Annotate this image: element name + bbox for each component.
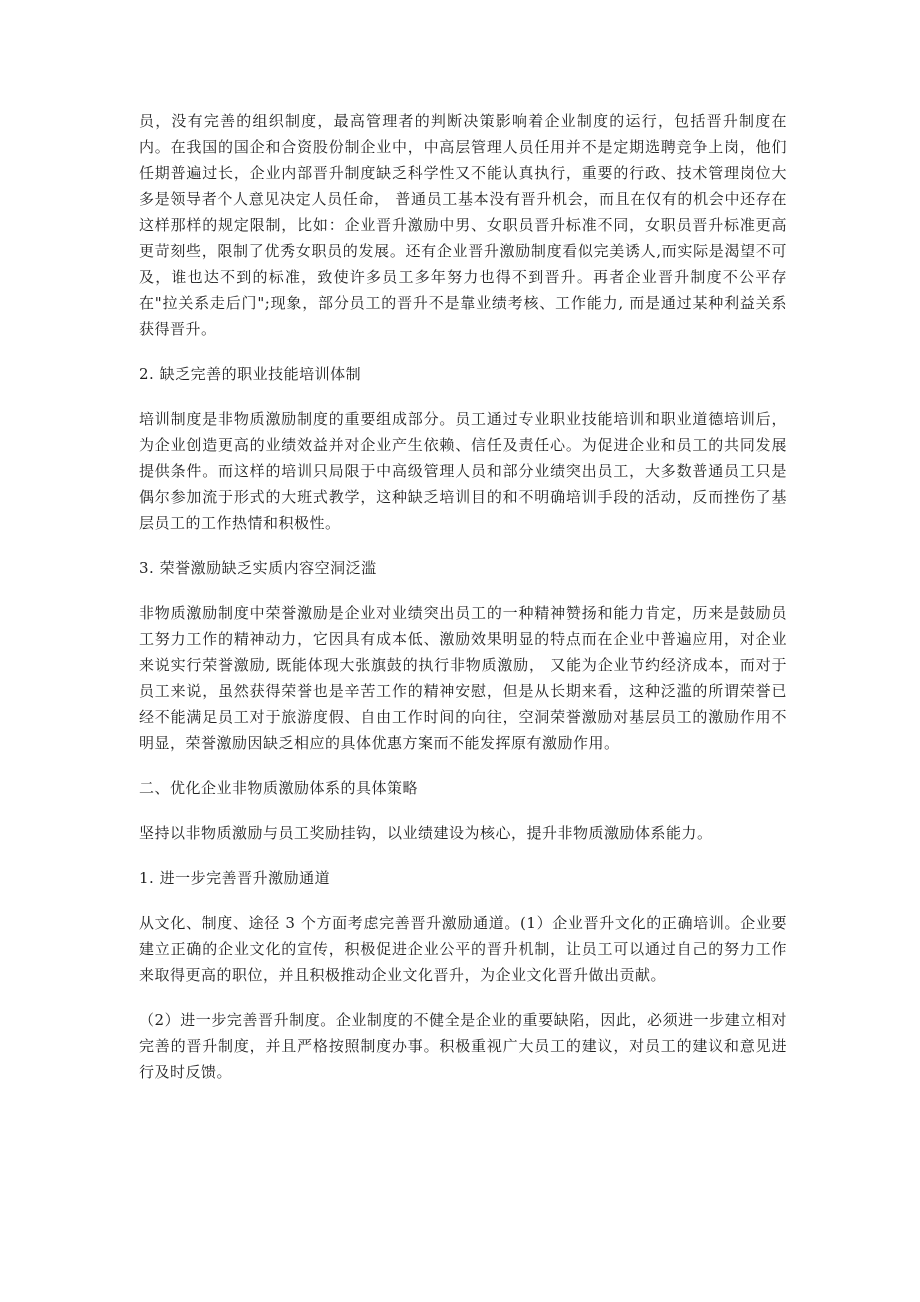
heading-training-system: 2. 缺乏完善的职业技能培训体制 — [139, 365, 362, 383]
paragraph-strategy-summary: 坚持以非物质激励与员工奖励挂钩，以业绩建设为核心，提升非物质激励体系能力。 — [139, 824, 713, 842]
heading-section-two: 二、优化企业非物质激励体系的具体策略 — [139, 779, 419, 797]
document-body — [139, 108, 787, 1104]
paragraph-honor-incentive: 非物质激励制度中荣誉激励是企业对业绩突出员工的一种精神赞扬和能力肯定，历来是鼓励员工努力工作的精神动力，它因具有成本低、激励效果明显的特点而在企业中普遍应用，对企业来说实行荣誉激励, 既能体现大张旗鼓的执行非物质激励， 又能为企业节约经济成本，而对于员工来说，虽然获得荣誉也是辛苦工作的精神安慰，但是从长期来看，这种泛滥的所谓荣誉已经不能满足员工对于旅游度假、自由工作时间的向往，空洞荣誉激励对基层员工的激励作用不明显，荣誉激励因缺乏相应的具体优惠方案而不能发挥原有激励作用。 — [139, 604, 787, 752]
paragraph-promotion-rules: （2）进一步完善晋升制度。企业制度的不健全是企业的重要缺陷，因此，必须进一步建立相对完善的晋升制度，并且严格按照制度办事。积极重视广大员工的建议，对员工的建议和意见进行及时反馈。 — [139, 1011, 787, 1081]
heading-promotion-channel: 1. 进一步完善晋升激励通道 — [139, 869, 331, 887]
paragraph-promotion-culture: 从文化、制度、途径 3 个方面考虑完善晋升激励通道。(1）企业晋升文化的正确培训。企业要建立正确的企业文化的宣传，积极促进企业公平的晋升机制，让员工可以通过自己的努力工作来取得更高的职位，并且积极推动企业文化晋升，为企业文化晋升做出贡献。 — [139, 914, 787, 984]
heading-honor-incentive: 3. 荣誉激励缺乏实质内容空洞泛滥 — [139, 559, 377, 577]
paragraph-promotion-system-issues: 员，没有完善的组织制度，最高管理者的判断决策影响着企业制度的运行，包括晋升制度在内。在我国的国企和合资股份制企业中，中高层管理人员任用并不是定期选聘竞争上岗，他们任期普遍过长，企业内部晋升制度缺乏科学性又不能认真执行，重要的行政、技术管理岗位大多是领导者个人意见决定人员任命， 普通员工基本没有晋升机会，而且在仅有的机会中还存在这样那样的规定限制，比如：企业晋升激励中男、女职员晋升标准不同，女职员晋升标准更高更苛刻些，限制了优秀女职员的发展。还有企业晋升激励制度看似完美诱人,而实际是渴望不可及，谁也达不到的标准，致使许多员工多年努力也得不到晋升。再者企业晋升制度不公平存在"拉关系走后门";现象，部分员工的晋升不是靠业绩考核、工作能力, 而是通过某种利益关系获得晋升。 — [139, 112, 787, 338]
paragraph-training-system: 培训制度是非物质激励制度的重要组成部分。员工通过专业职业技能培训和职业道德培训后，为企业创造更高的业绩效益并对企业产生依赖、信任及责任心。为促进企业和员工的共同发展提供条件。而这样的培训只局限于中高级管理人员和部分业绩突出员工，大多数普通员工只是偶尔参加流于形式的大班式教学，这种缺乏培训目的和不明确培训手段的活动，反而挫伤了基层员工的工作热情和积极性。 — [139, 410, 787, 532]
